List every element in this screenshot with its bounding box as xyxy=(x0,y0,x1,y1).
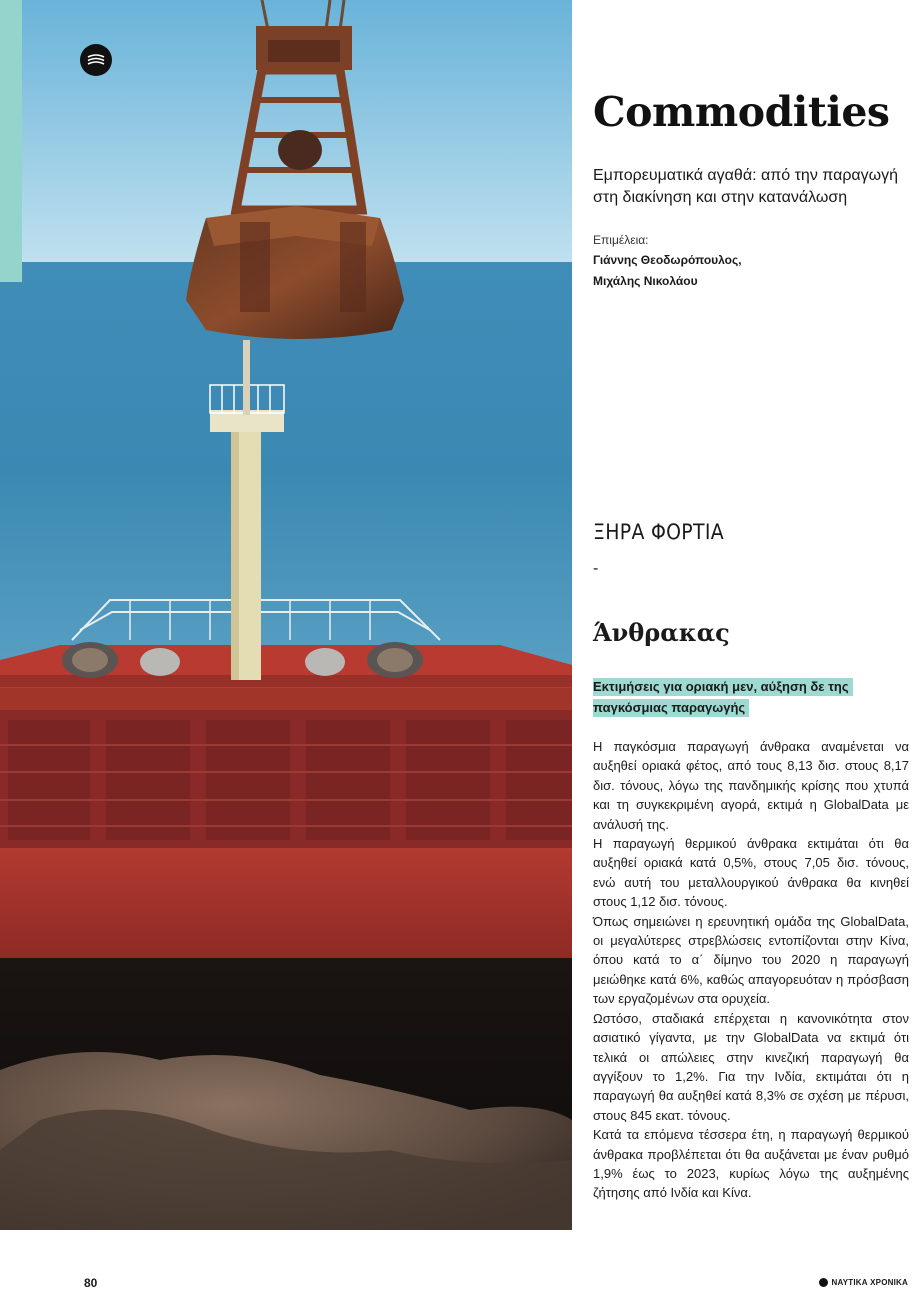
section-title: Commodities xyxy=(593,88,890,136)
category-separator: - xyxy=(593,560,599,577)
article-title: Άνθρακας xyxy=(593,618,730,647)
wave-logo-icon xyxy=(80,44,112,76)
article-lead xyxy=(593,676,865,718)
article-body xyxy=(593,737,909,1203)
section-subtitle: Εμπορευματικά αγαθά: από την παραγωγή στη διακίνηση και στην κατανάλωση xyxy=(593,167,899,206)
editor-label: Επιμέλεια: xyxy=(593,233,649,247)
publication-name xyxy=(819,1278,909,1287)
body-paragraph: Όπως σημειώνει η ερευνητική ομάδα της GlobalData, οι μεγαλύτερες στρεβλώσεις εντοπίζονται στην Κίνα, όπου κατά το α΄ δίμηνο του 2020 η παραγωγή μειώθηκε κατά 6%, καθώς απαγορευόταν η πρόσβαση των εργαζομένων στα ορυχεία. xyxy=(593,913,909,1007)
publication-name-text: ΝΑΥΤΙΚΑ ΧΡΟΝΙΚΑ xyxy=(831,1278,908,1287)
editor-name: Γιάννης Θεοδωρόπουλος, xyxy=(593,253,742,267)
body-paragraph: Κατά τα επόμενα τέσσερα έτη, η παραγωγή θερμικού άνθρακα προβλέπεται ότι θα αυξάνεται με έναν ρυθμό 1,9% έως το 2023, κυρίως λόγω της αυξημένης ζήτησης από Ινδία και Κίνα. xyxy=(593,1127,909,1201)
body-paragraph: Η παραγωγή θερμικού άνθρακα εκτιμάται ότι θα αυξηθεί οριακά κατά 0,5%, στους 7,05 δισ. τόνους, ενώ αυτή του μεταλλουργικού άνθρακα θα κινηθεί στους 1,12 δισ. τόνους. xyxy=(593,836,909,910)
body-paragraph: Η παγκόσμια παραγωγή άνθρακα αναμένεται να αυξηθεί οριακά φέτος, από τους 8,13 δισ. στους 8,17 δισ. τόνους, λόγω της πανδημικής κρίσης που χτυπά και τη συγκεκριμένη αγορά, εκτιμά η GlobalData με ανάλυσή της. xyxy=(593,739,909,832)
section-color-tab xyxy=(0,0,22,282)
article-lead-text: Εκτιμήσεις για οριακή μεν, αύξηση δε της παγκόσμιας παραγωγής xyxy=(593,678,853,717)
page-number: 80 xyxy=(84,1276,98,1290)
body-paragraph: Ωστόσο, σταδιακά επέρχεται η κανονικότητα στον ασιατικό γίγαντα, με την GlobalData να εκτιμά ότι τελικά οι απώλειες στην κινεζική παραγωγή θα αγγίξουν το 1,2%. Για την Ινδία, εκτιμάται ότι η παραγωγή θα αυξηθεί κατά 8,3% σε σχέση με πέρυσι, στους 845 εκατ. τόνους. xyxy=(593,1010,909,1123)
editor-name: Μιχάλης Νικολάου xyxy=(593,274,698,288)
publication-logo-icon xyxy=(819,1278,828,1287)
article-category: ΞΗΡΑ ΦΟΡΤΙΑ xyxy=(593,520,724,544)
